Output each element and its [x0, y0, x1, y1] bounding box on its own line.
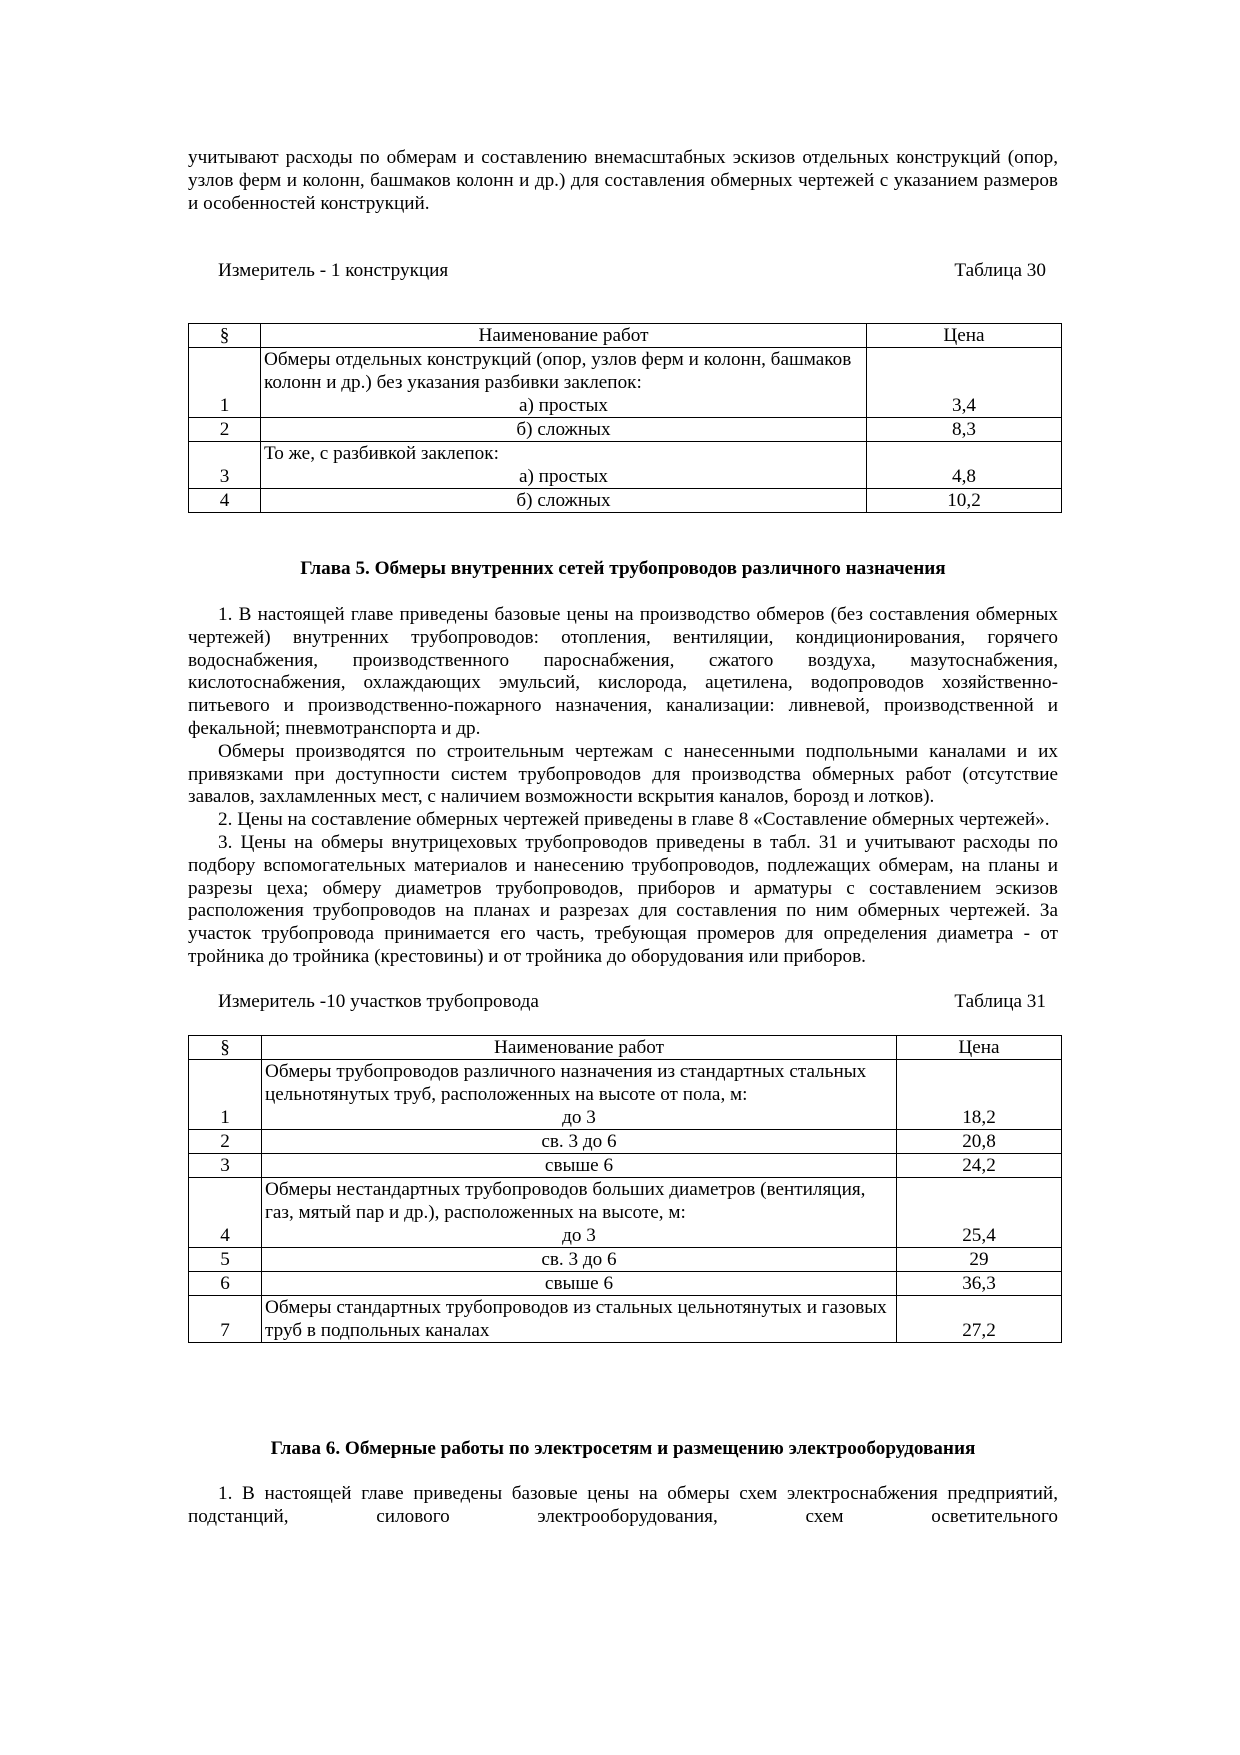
intro-paragraph: учитывают расходы по обмерам и составлению внемасштабных эскизов отдельных конструкций (опор, узлов ферм и колонн, башмаков колонн и др.) для составления обмерных чертежей с указанием размеров и особенностей конструкций.	[188, 147, 1058, 214]
row-price: 20,8	[897, 1129, 1062, 1153]
table30-label: Таблица 30	[954, 260, 1046, 282]
table-row	[189, 1295, 1062, 1342]
table30-meta	[188, 260, 1058, 283]
row-num: 3	[189, 1153, 262, 1177]
chapter5-title: Глава 5. Обмеры внутренних сетей трубопроводов различного назначения	[300, 558, 946, 580]
row-subitem: св. 3 до 6	[262, 1129, 897, 1153]
row-price: 18,2	[897, 1059, 1062, 1129]
table-row	[189, 418, 1062, 442]
table-header-row	[189, 324, 1062, 348]
row-subitem: св. 3 до 6	[262, 1247, 897, 1271]
header-price: Цена	[867, 324, 1062, 348]
row-num: 4	[189, 1177, 262, 1247]
table31-label: Таблица 31	[954, 990, 1046, 1012]
table31-meta	[188, 991, 1058, 1014]
row-description: Обмеры нестандартных трубопроводов больших диаметров (вентиляция, газ, мятый пар и др.), расположенных на высоте, м:	[265, 1178, 866, 1223]
row-subitem: до 3	[562, 1106, 596, 1128]
row-name	[261, 442, 867, 489]
table-31	[188, 1035, 1062, 1343]
row-subitem: а) простых	[518, 466, 609, 488]
table-row	[189, 1271, 1062, 1295]
header-num: §	[189, 324, 261, 348]
chapter6-title: Глава 6. Обмерные работы по электросетям и размещению электрооборудования	[270, 1437, 976, 1459]
table-30	[188, 323, 1062, 513]
row-num: 1	[189, 1059, 262, 1129]
row-num: 4	[189, 489, 261, 513]
row-price: 27,2	[897, 1295, 1062, 1342]
row-num: 2	[189, 1129, 262, 1153]
row-price: 4,8	[867, 442, 1062, 489]
header-price: Цена	[897, 1035, 1062, 1059]
row-subitem: б) сложных	[261, 418, 867, 442]
header-name: Наименование работ	[261, 324, 867, 348]
chapter5-paragraph-3: 2. Цены на составление обмерных чертежей приведены в главе 8 «Составление обмерных чертежей».	[218, 809, 1050, 831]
document-page	[188, 147, 1058, 1529]
header-name: Наименование работ	[262, 1035, 897, 1059]
table-row	[189, 442, 1062, 489]
row-name	[261, 348, 867, 418]
table31-meter: Измеритель -10 участков трубопровода	[218, 990, 539, 1012]
header-num: §	[189, 1035, 262, 1059]
table-row	[189, 1177, 1062, 1247]
row-price: 3,4	[867, 348, 1062, 418]
table-header-row	[189, 1035, 1062, 1059]
row-price: 8,3	[867, 418, 1062, 442]
row-num: 2	[189, 418, 261, 442]
row-num: 3	[189, 442, 261, 489]
row-num: 5	[189, 1247, 262, 1271]
chapter5-paragraph-1: 1. В настоящей главе приведены базовые цены на производство обмеров (без составления обмерных чертежей) внутренних трубопроводов: отопления, вентиляции, кондиционирования, горячего водоснабжения, производственного пароснабжения, сжатого воздуха, мазутоснабжения, кислотоснабжения, охлаждающих эмульсий, кислорода, ацетилена, водопроводов хозяйственно-питьевого и производственно-пожарного назначения, канализации: ливневой, производственной и фекальной; пневмотранспорта и др.	[188, 603, 1058, 739]
row-description: То же, с разбивкой заклепок:	[264, 443, 499, 465]
row-price: 25,4	[897, 1177, 1062, 1247]
row-subitem: до 3	[562, 1224, 596, 1246]
table30-meter: Измеритель - 1 конструкция	[218, 260, 449, 282]
row-description: Обмеры отдельных конструкций (опор, узлов ферм и колонн, башмаков колонн и др.) без указания разбивки заклепок:	[264, 349, 852, 394]
table-row	[189, 348, 1062, 418]
row-num: 7	[189, 1295, 262, 1342]
row-price: 10,2	[867, 489, 1062, 513]
row-num: 6	[189, 1271, 262, 1295]
row-price: 36,3	[897, 1271, 1062, 1295]
row-subitem: б) сложных	[261, 489, 867, 513]
chapter5-paragraph-2: Обмеры производятся по строительным чертежам с нанесенными подпольными каналами и их привязками при доступности систем трубопроводов для производства обмерных работ (отсутствие завалов, захламленных мест, с наличием возможности вскрытия каналов, борозд и лотков).	[188, 740, 1058, 808]
row-num: 1	[189, 348, 261, 418]
table-row	[189, 1059, 1062, 1129]
row-price: 29	[897, 1247, 1062, 1271]
chapter6-paragraph-1: 1. В настоящей главе приведены базовые цены на обмеры схем электроснабжения предприятий, подстанций, силового электрооборудования, схем осветительного	[188, 1483, 1058, 1528]
table-row	[189, 1153, 1062, 1177]
row-name	[262, 1177, 897, 1247]
row-subitem: а) простых	[518, 395, 609, 417]
row-price: 24,2	[897, 1153, 1062, 1177]
row-subitem: свыше 6	[262, 1153, 897, 1177]
chapter5-paragraph-4: 3. Цены на обмеры внутрицеховых трубопроводов приведены в табл. 31 и учитывают расходы по подбору вспомогательных материалов и нанесению трубопроводов, подлежащих обмерам, на планы и разрезы цеха; обмеру диаметров трубопроводов, приборов и арматуры с составлением эскизов расположения трубопроводов на планах и разрезах для составления по ним обмерных чертежей. За участок трубопровода принимается его часть, требующая промеров для определения диаметра - от тройника до тройника (крестовины) и от тройника до оборудования или приборов.	[188, 831, 1058, 967]
row-name	[262, 1059, 897, 1129]
row-description: Обмеры трубопроводов различного назначения из стандартных стальных цельнотянутых труб, расположенных на высоте от пола, м:	[265, 1060, 867, 1105]
row-description: Обмеры стандартных трубопроводов из стальных цельнотянутых и газовых труб в подпольных каналах	[262, 1295, 897, 1342]
table-row	[189, 1129, 1062, 1153]
row-subitem: свыше 6	[262, 1271, 897, 1295]
table-row	[189, 489, 1062, 513]
table-row	[189, 1247, 1062, 1271]
